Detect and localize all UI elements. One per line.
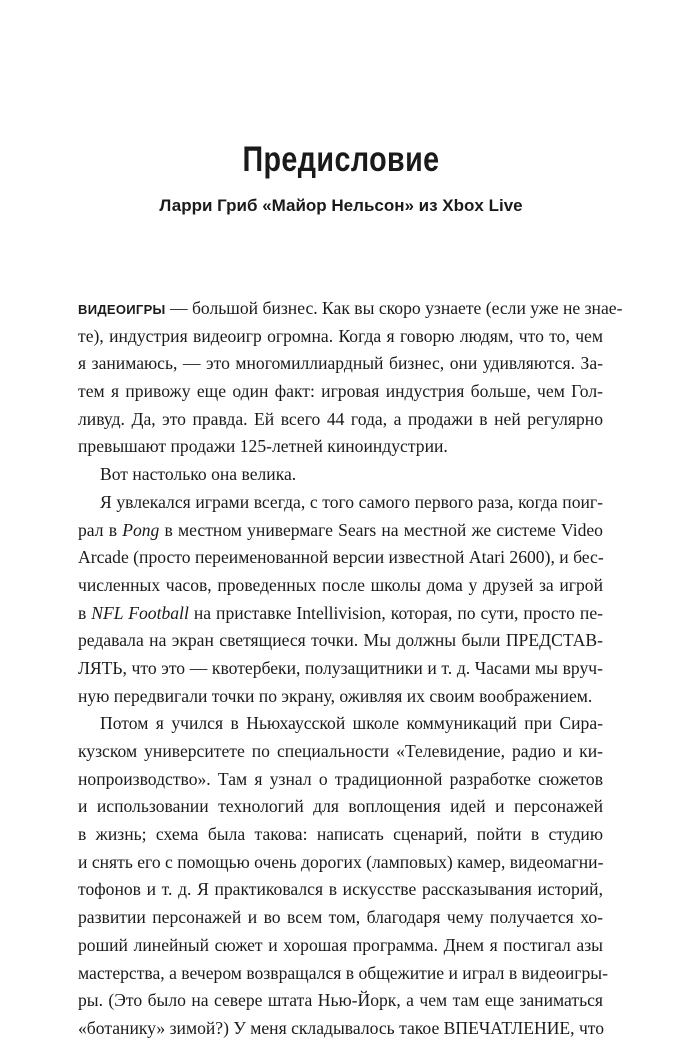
text-line: Arcade (просто переименованной версии известной Atari 2600), и бес- <box>78 547 604 568</box>
text-line: редавала на экран светящиеся точки. Мы должны были ПРЕДСТАВ- <box>78 630 603 651</box>
text-line: ВИДЕОИГРЫ — большой бизнес. Как вы скоро узнаете (если уже не знае- <box>78 298 623 318</box>
text-line: ную передвигали точки по экрану, оживляя их своим воображением. <box>78 685 593 706</box>
text-line: тем я привожу еще один факт: игровая индустрия больше, чем Гол- <box>78 381 603 402</box>
text-line: и снять его с помощью очень дорогих (ламповых) камер, видеомагни- <box>78 851 604 872</box>
text-line: нопроизводство». Там я узнал о традиционной разработке сюжетов <box>78 768 603 789</box>
text-line: рал в Pong в местном универмаге Sears на местной же системе Video <box>78 519 603 540</box>
text-line: ливуд. Да, это правда. Ей всего 44 года, а продажи в ней регулярно <box>78 408 603 429</box>
text-line: Я увлекался играми всегда, с того самого первого раза, когда поиг- <box>100 491 603 512</box>
text-line: Вот настолько она велика. <box>100 464 297 485</box>
text-line: в жизнь; схема была такова: написать сценарий, пойти в студию <box>78 824 603 845</box>
chapter-title: Предисловие <box>242 140 440 179</box>
text-line: и использовании технологий для воплощения идей и персонажей <box>78 796 603 817</box>
text-line: я занимаюсь, — это многомиллиардный бизнес, они удивляются. За- <box>78 353 603 374</box>
text-line: роший линейный сюжет и хорошая программа. Днем я постигал азы <box>78 934 603 955</box>
text-line: в NFL Football на приставке Intellivision, которая, по сути, просто пе- <box>78 602 603 623</box>
text-line: превышают продажи 125-летней киноиндустрии. <box>78 436 448 457</box>
text-line: кузском университете по специальности «Телевидение, радио и ки- <box>78 741 603 761</box>
text-line: тофонов и т. д. Я практиковался в искусстве рассказывания историй, <box>78 879 603 900</box>
text-line: те), индустрия видеоигр огромна. Когда я говорю людям, что то, чем <box>78 325 603 346</box>
chapter-subtitle: Ларри Гриб «Майор Нельсон» из Xbox Live <box>159 196 523 215</box>
body-text <box>78 295 623 1043</box>
text-line: ры. (Это было на севере штата Нью-Йорк, а чем там еще заниматься <box>78 990 603 1011</box>
text-line: «ботанику» зимой?) У меня складывалось такое ВПЕЧАТЛЕНИЕ, что <box>78 1017 605 1038</box>
text-line: Потом я учился в Ньюхаусской школе коммуникаций при Сира- <box>100 713 603 734</box>
text-line: численных часов, проведенных после школы дома у друзей за игрой <box>78 574 603 595</box>
text-line: мастерства, а вечером возвращался в общежитие и играл в видеоигры- <box>78 962 608 983</box>
lead-word: ВИДЕОИГРЫ <box>78 302 166 317</box>
text-line: развитии персонажей и во всем том, благодаря чему получается хо- <box>78 907 603 928</box>
text-line: ЛЯТЬ, что это — квотербеки, полузащитники и т. д. Часами мы вруч- <box>78 657 603 678</box>
